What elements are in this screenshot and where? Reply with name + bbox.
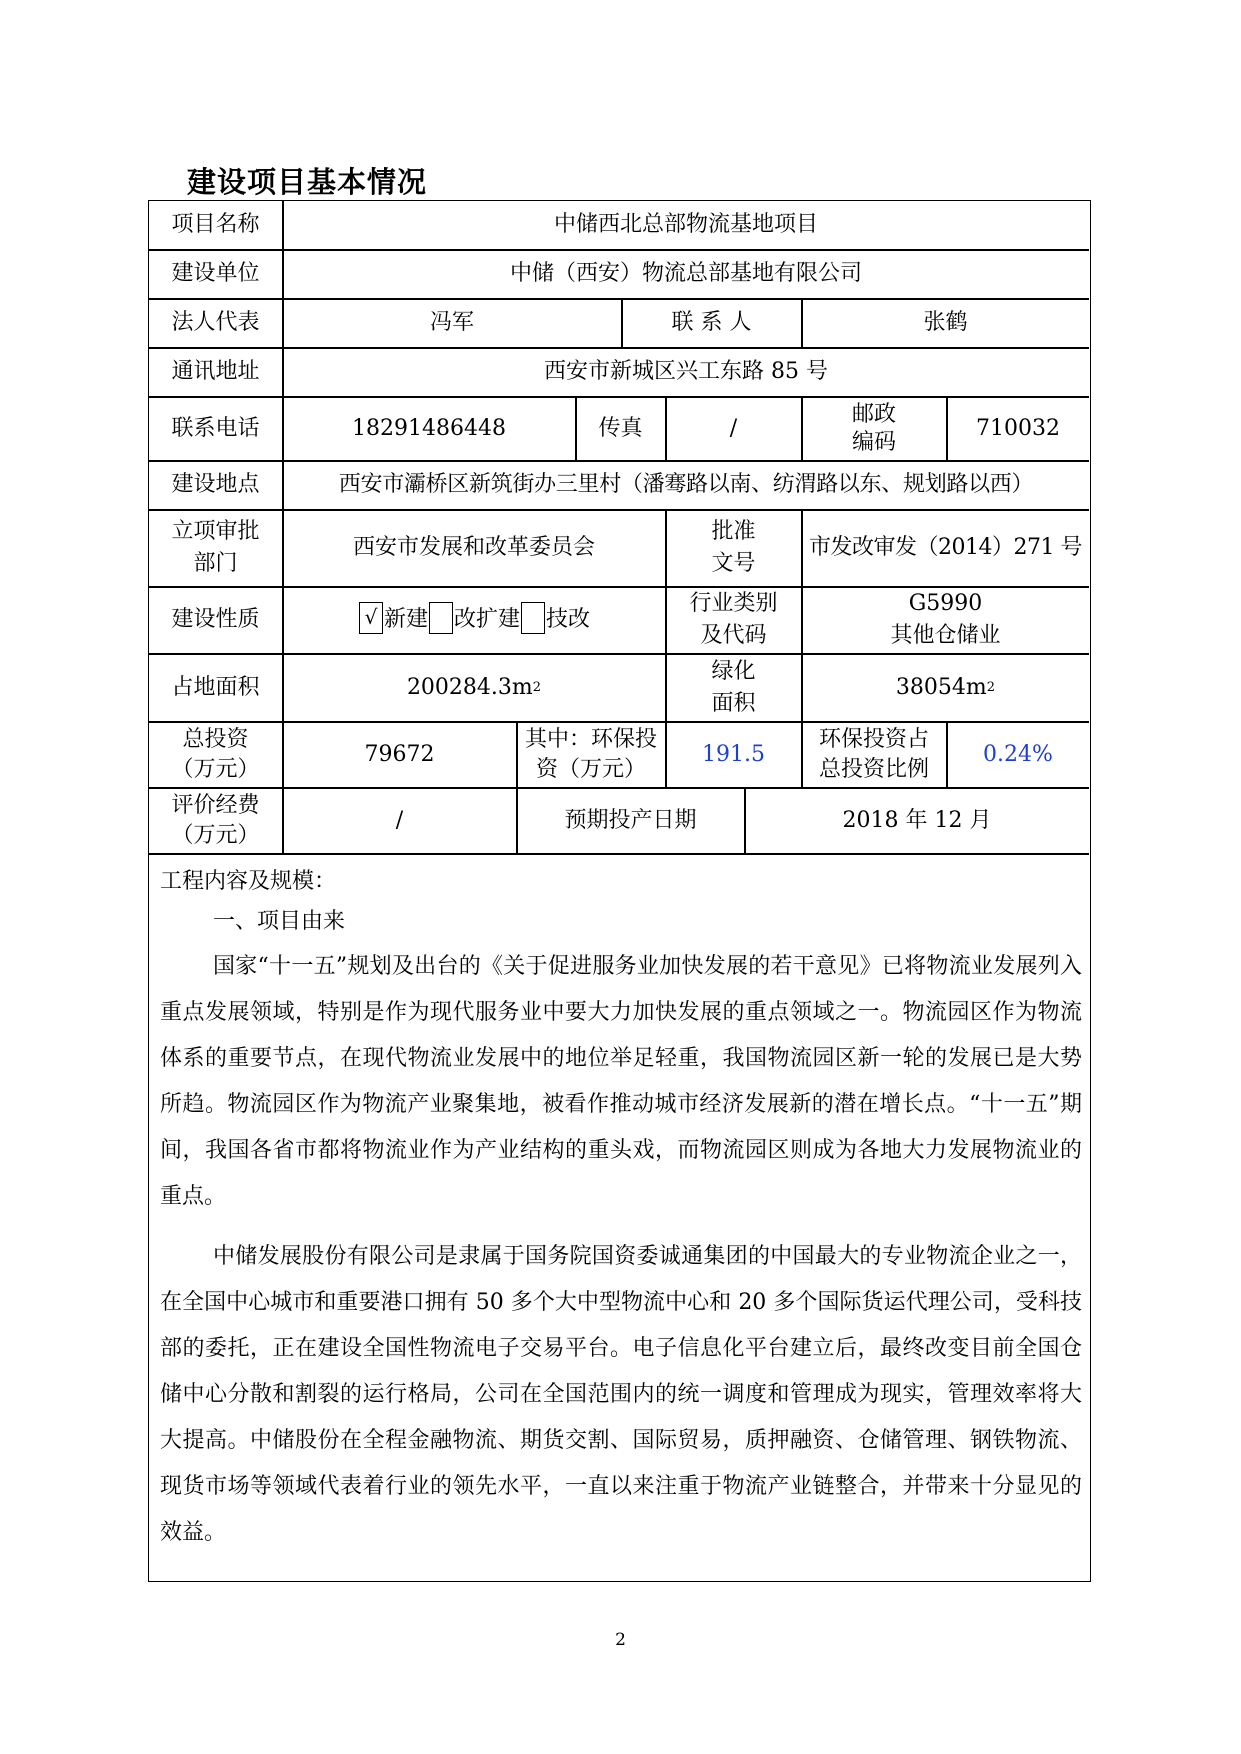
industry-label [666, 587, 801, 653]
approval-no-label-line2: 文号 [711, 551, 756, 576]
phone-label: 联系电话 [171, 415, 260, 441]
builder-value: 中储（西安）物流总部基地有限公司 [509, 261, 862, 286]
address-label: 通讯地址 [171, 359, 260, 384]
tech-label: 技改 [546, 607, 591, 632]
investment-value: 79672 [364, 741, 435, 767]
project-name-value: 中储西北总部物流基地项目 [553, 212, 818, 237]
env-invest-label-line1: 其中：环保投 [524, 726, 657, 752]
nature-options [283, 587, 665, 653]
env-ratio-label-line2: 总投资比例 [818, 756, 929, 782]
eval-fee-label-line1: 评价经费 [171, 792, 260, 818]
fax-value: / [729, 415, 738, 441]
site-label: 建设地点 [171, 472, 260, 497]
approval-no-label-line1: 批准 [711, 519, 756, 544]
investment-label-line1: 总投资 [182, 726, 249, 752]
legal-rep-label: 法人代表 [171, 310, 260, 335]
env-invest-label [517, 722, 665, 787]
area-number: 200284.3m [406, 674, 533, 700]
eval-fee-label [149, 788, 282, 853]
tech-checkbox [521, 602, 545, 634]
page-title: 建设项目基本情况 [187, 165, 428, 199]
body-heading: 工程内容及规模： [160, 869, 337, 894]
approval-dept-value: 西安市发展和改革委员会 [352, 535, 595, 560]
project-name-label: 项目名称 [171, 212, 260, 237]
industry-label-line2: 及代码 [700, 623, 767, 648]
green-label [666, 654, 801, 721]
green-value [802, 654, 1089, 721]
page-number: 2 [615, 1630, 626, 1650]
postcode-label [802, 397, 946, 460]
expand-label: 改扩建 [453, 607, 520, 632]
green-unit-sup: 2 [986, 679, 996, 695]
phone-value: 18291486448 [352, 415, 506, 441]
industry-name: 其他仓储业 [890, 623, 1001, 648]
green-label-line2: 面积 [711, 690, 756, 716]
approval-no-value: 市发改审发（2014）271 号 [809, 535, 1082, 560]
contact-label: 联 系 人 [671, 310, 752, 335]
env-invest-label-line2: 资（万元） [535, 756, 646, 782]
paragraph-2: 中储发展股份有限公司是隶属于国务院国资委诚通集团的中国最大的专业物流企业之一，在全国中心城市和重要港口拥有 50 多个大中型物流中心和 20 多个国际货运代理公司，受科技部的委托，正在建设全国性物流电子交易平台。电子信息化平台建立后，最终改变目前全国仓储中心分散和割裂的运行格局，公司在全国范围内的统一调度和管理成为现实，管理效率将大大提高。中储股份在全程金融物流、期货交割、国际贸易，质押融资、仓储管理、钢铁物流、现货市场等领域代表着行业的领先水平，一直以来注重于物流产业链整合，并带来十分显见的效益。 [160, 1244, 1082, 1545]
green-label-line1: 绿化 [711, 658, 756, 684]
start-date-label: 预期投产日期 [564, 807, 697, 833]
paragraph-1: 国家“十一五”规划及出台的《关于促进服务业加快发展的若干意见》已将物流业发展列入重点发展领域，特别是作为现代服务业中要大力加快发展的重点领域之一。物流园区作为物流体系的重要节点，在现代物流业发展中的地位举足轻重，我国物流园区新一轮的发展已是大势所趋。物流园区作为物流产业聚集地，被看作推动城市经济发展新的潜在增长点。“十一五”期间，我国各省市都将物流业作为产业结构的重头戏，而物流园区则成为各地大力发展物流业的重点。 [160, 954, 1082, 1209]
builder-label: 建设单位 [171, 261, 260, 286]
env-ratio-value: 0.24% [983, 741, 1053, 767]
new-build-label: 新建 [383, 607, 428, 632]
industry-label-line1: 行业类别 [689, 591, 778, 616]
nature-label: 建设性质 [171, 607, 260, 632]
area-unit-sup: 2 [532, 679, 542, 695]
approval-no-label [666, 510, 801, 586]
eval-fee-label-line2: （万元） [171, 822, 260, 848]
green-number: 38054m [895, 674, 987, 700]
fax-label: 传真 [598, 415, 643, 441]
contact-value: 张鹤 [923, 310, 968, 335]
area-label: 占地面积 [171, 674, 260, 700]
area-value [283, 654, 665, 721]
env-ratio-label-line1: 环保投资占 [818, 726, 929, 752]
investment-label-line2: （万元） [171, 756, 260, 782]
postcode-value: 710032 [976, 415, 1060, 441]
section-heading: 一、项目由来 [213, 909, 346, 934]
industry-code: G5990 [908, 591, 983, 616]
postcode-label-line1: 邮政 [851, 401, 896, 427]
industry-value [802, 587, 1089, 653]
approval-dept-label-line1: 立项审批 [171, 519, 260, 544]
postcode-label-line2: 编码 [851, 429, 896, 455]
approval-dept-label-line2: 部门 [193, 551, 238, 576]
env-invest-value: 191.5 [702, 741, 765, 767]
project-description [160, 862, 1082, 1556]
expand-checkbox [429, 602, 453, 634]
start-date-value: 2018 年 12 月 [842, 807, 992, 833]
investment-label [149, 722, 282, 787]
env-ratio-label [802, 722, 946, 787]
approval-dept-label [149, 510, 282, 586]
new-build-checkbox: √ [359, 602, 383, 634]
address-value: 西安市新城区兴工东路 85 号 [544, 359, 828, 384]
legal-rep-value: 冯军 [429, 310, 474, 335]
eval-fee-value: / [395, 807, 404, 833]
site-value: 西安市灞桥区新筑街办三里村（潘骞路以南、纺渭路以东、规划路以西） [338, 472, 1034, 497]
